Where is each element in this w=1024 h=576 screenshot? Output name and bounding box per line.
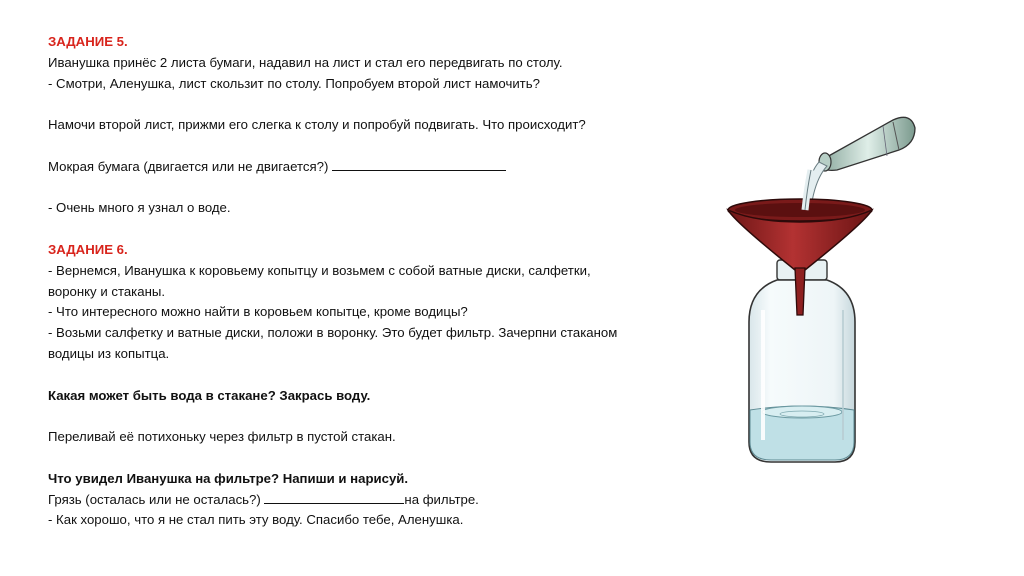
task5-answer-blank[interactable] <box>332 158 506 171</box>
task6-line-2: воронку и стаканы. <box>48 283 165 299</box>
task6-answer-blank[interactable] <box>264 491 404 504</box>
funnel-icon <box>728 170 872 315</box>
task5-line-3: Намочи второй лист, прижми его слегка к столу и попробуй подвигать. Что происходит? <box>48 117 586 133</box>
task6-line-7: - Как хорошо, что я не стал пить эту воду. Спасибо тебе, Аленушка. <box>48 512 464 528</box>
task5-question <box>48 157 688 178</box>
task6-line-1: - Вернемся, Иванушка к коровьему копытцу и возьмем с собой ватные диски, салфетки, <box>48 262 591 278</box>
worksheet-text <box>48 32 688 531</box>
task5-line-2: - Смотри, Аленушка, лист скользит по столу. Попробуем второй лист намочить? <box>48 75 540 91</box>
task5-heading: ЗАДАНИЕ 5. <box>48 34 128 49</box>
task6-bold-question-1: Какая может быть вода в стакане? Закрась воду. <box>48 387 371 403</box>
task5-question-text: Мокрая бумага (двигается или не двигается?) <box>48 158 333 174</box>
task6-line-4: - Возьми салфетку и ватные диски, положи в воронку. Это будет фильтр. Зачерпни стаканом <box>48 325 618 341</box>
funnel-jar-illustration <box>715 110 930 480</box>
task6-question <box>48 490 688 511</box>
task6-question-pre: Грязь (осталась или не осталась?) <box>48 491 265 507</box>
task5-line-4: - Очень много я узнал о воде. <box>48 200 231 216</box>
task6-line-3: - Что интересного можно найти в коровьем копытце, кроме водицы? <box>48 304 468 320</box>
task6-line-6: Переливай её потихоньку через фильтр в пустой стакан. <box>48 429 396 445</box>
task6-question-post: на фильтре. <box>404 491 479 507</box>
task5-line-1: Иванушка принёс 2 листа бумаги, надавил на лист и стал его передвигать по столу. <box>48 54 563 70</box>
task6-heading: ЗАДАНИЕ 6. <box>48 241 128 257</box>
task6-bold-question-2: Что увидел Иванушка на фильтре? Напиши и нарисуй. <box>48 470 409 486</box>
pouring-bottle-icon <box>819 117 915 171</box>
task6-line-5: водицы из копытца. <box>48 345 170 361</box>
